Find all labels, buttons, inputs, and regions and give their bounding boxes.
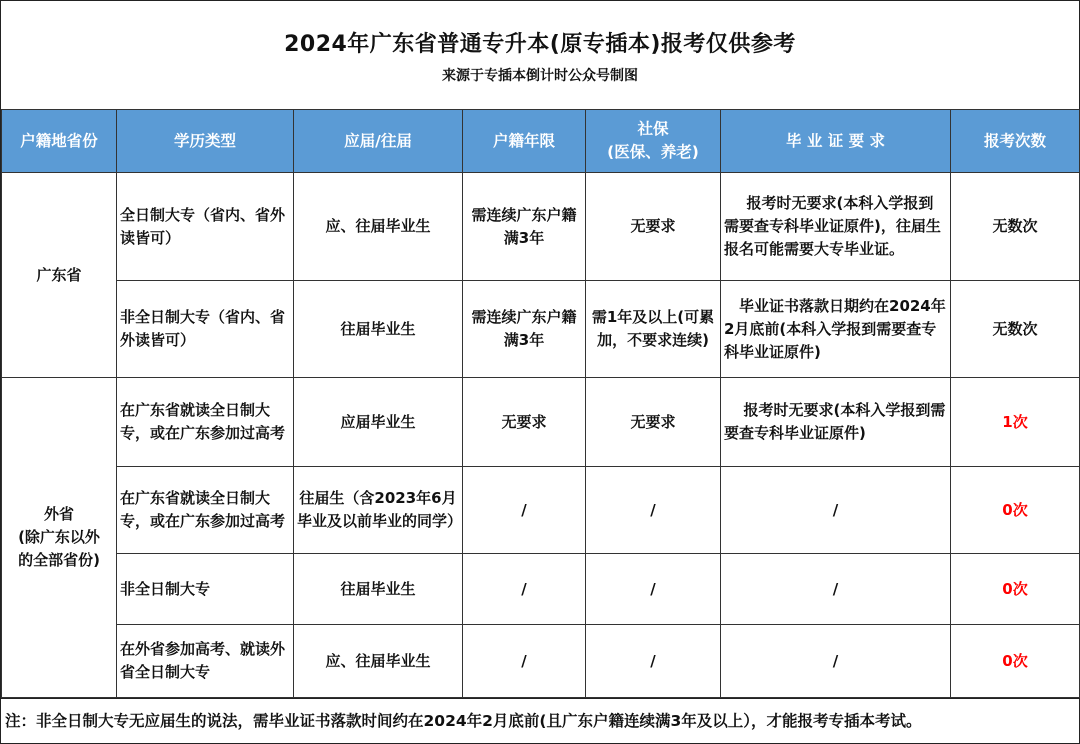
- cell-diploma-req: 毕业证书落款日期约在2024年2月底前(本科入学报到需要查专科毕业证原件): [721, 281, 951, 378]
- cell-hukou-years: 需连续广东户籍满3年: [463, 281, 586, 378]
- cell-hukou-years: /: [463, 625, 586, 698]
- cell-social-security: /: [586, 467, 721, 554]
- col-header-diploma-req: 毕 业 证 要 求: [721, 110, 951, 173]
- social-security-label: 社保: [637, 120, 669, 138]
- group-other-sublabel-1: (除广东以外: [18, 528, 100, 546]
- table-row: [2, 173, 1080, 281]
- col-header-social-security: [586, 110, 721, 173]
- cell-attempts: 无数次: [951, 173, 1080, 281]
- cell-hukou-years: /: [463, 467, 586, 554]
- col-header-edu-type: 学历类型: [117, 110, 294, 173]
- table-row: [2, 554, 1080, 625]
- cell-social-security: 无要求: [586, 173, 721, 281]
- group-other-label: 外省: [43, 505, 74, 523]
- cell-grad-status: 往届毕业生: [294, 281, 463, 378]
- cell-social-security: /: [586, 625, 721, 698]
- col-header-attempts: 报考次数: [951, 110, 1080, 173]
- cell-grad-status: 应、往届毕业生: [294, 625, 463, 698]
- cell-diploma-req: 报考时无要求(本科入学报到需要查专科毕业证原件): [721, 378, 951, 467]
- cell-diploma-req: /: [721, 467, 951, 554]
- cell-edu-type: 在广东省就读全日制大专，或在广东参加过高考: [117, 467, 294, 554]
- cell-edu-type: 非全日制大专（省内、省外读皆可）: [117, 281, 294, 378]
- col-header-grad-status: 应届/往届: [294, 110, 463, 173]
- cell-edu-type: 在广东省就读全日制大专，或在广东参加过高考: [117, 378, 294, 467]
- cell-edu-type: 非全日制大专: [117, 554, 294, 625]
- cell-grad-status: 往届生（含2023年6月毕业及以前毕业的同学）: [294, 467, 463, 554]
- social-security-sublabel: (医保、养老): [607, 143, 699, 161]
- table-row: [2, 281, 1080, 378]
- page-subtitle: 来源于专插本倒计时公众号制图: [442, 68, 638, 84]
- cell-hukou-years: 需连续广东户籍满3年: [463, 173, 586, 281]
- cell-social-security: 无要求: [586, 378, 721, 467]
- group-other-provinces: [2, 378, 117, 698]
- cell-hukou-years: 无要求: [463, 378, 586, 467]
- cell-grad-status: 往届毕业生: [294, 554, 463, 625]
- table-row: [2, 467, 1080, 554]
- cell-attempts: 0次: [951, 625, 1080, 698]
- cell-grad-status: 应届毕业生: [294, 378, 463, 467]
- cell-edu-type: 在外省参加高考、就读外省全日制大专: [117, 625, 294, 698]
- cell-grad-status: 应、往届毕业生: [294, 173, 463, 281]
- group-other-sublabel-2: 的全部省份): [18, 551, 100, 569]
- group-guangdong: 广东省: [2, 173, 117, 378]
- footnote: 注：非全日制大专无应届生的说法，需毕业证书落款时间约在2024年2月底前(且广东户籍连续满3年及以上），才能报考专插本考试。: [1, 698, 1079, 743]
- table-row: [2, 625, 1080, 698]
- cell-diploma-req: /: [721, 625, 951, 698]
- page-title: 2024年广东省普通专升本(原专插本)报考仅供参考: [284, 32, 796, 57]
- cell-diploma-req: 报考时无要求(本科入学报到需要查专科毕业证原件)，往届生报名可能需要大专毕业证。: [721, 173, 951, 281]
- cell-attempts: 0次: [951, 467, 1080, 554]
- cell-attempts: 0次: [951, 554, 1080, 625]
- cell-attempts: 无数次: [951, 281, 1080, 378]
- header-row: [2, 110, 1080, 173]
- col-header-province: 户籍地省份: [2, 110, 117, 173]
- cell-hukou-years: /: [463, 554, 586, 625]
- title-block: [1, 1, 1079, 110]
- cell-diploma-req: /: [721, 554, 951, 625]
- cell-social-security: 需1年及以上(可累加，不要求连续): [586, 281, 721, 378]
- cell-edu-type: 全日制大专（省内、省外读皆可）: [117, 173, 294, 281]
- table-row: [2, 378, 1080, 467]
- cell-attempts: 1次: [951, 378, 1080, 467]
- col-header-hukou-years: 户籍年限: [463, 110, 586, 173]
- cell-social-security: /: [586, 554, 721, 625]
- requirements-table: [1, 109, 1080, 698]
